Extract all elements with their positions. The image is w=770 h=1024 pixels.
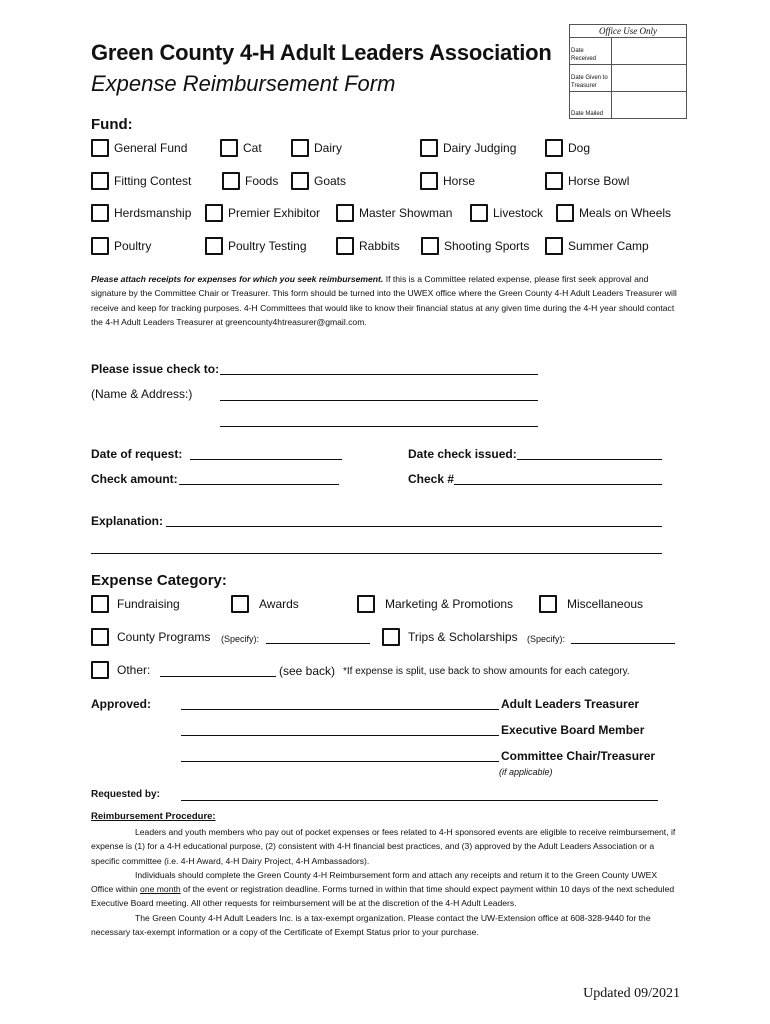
checkbox-square[interactable] [291,139,309,157]
expense-checkbox[interactable]: Awards [231,595,299,613]
expense-checkbox[interactable]: Marketing & Promotions [357,595,513,613]
fund-checkbox[interactable]: Dairy Judging [420,139,516,157]
checkbox-square[interactable] [421,237,439,255]
procedure-text [91,825,681,939]
if-applicable-note: (if applicable) [499,767,553,777]
checkbox-square[interactable] [91,628,109,646]
checkbox-square[interactable] [556,204,574,222]
specify-label: (Specify): [527,634,566,644]
checkbox-square[interactable] [545,139,563,157]
check-number-label: Check # [408,472,455,486]
date-check-issued-label: Date check issued: [408,447,517,461]
approval-line-board[interactable] [181,735,499,736]
date-mailed-label: Date Mailed [570,92,612,119]
checkbox-square[interactable] [231,595,249,613]
checkbox-square[interactable] [91,139,109,157]
role-committee-chair: Committee Chair/Treasurer [501,749,656,763]
expense-checkbox[interactable]: Miscellaneous [539,595,643,613]
date-mailed-field[interactable] [612,92,686,119]
date-of-request-line[interactable] [190,459,342,460]
expense-checkbox[interactable]: Fundraising [91,595,180,613]
see-back-label: (see back) [279,664,336,678]
instructions-paragraph: Please attach receipts for expenses for which you seek reimbursement. If this is a Committee related expense, please first seek approval and signature by the Committee Chair or Treasurer. This form should be turned into the UWEX office where the Green County 4-H Adult Leaders Treasurer will receive and keep for tracking purposes. 4-H Committees that would like to know their financial status at any given time during the 4-H year should contact the 4-H Adult Leaders Treasurer at greencounty4htreasurer@gmail.com. [91,274,677,327]
date-received-field[interactable] [612,38,686,64]
payee-line-2[interactable] [220,400,538,401]
checkbox-square[interactable] [382,628,400,646]
office-use-box [569,24,687,119]
checkbox-square[interactable] [357,595,375,613]
role-adult-leaders-treasurer: Adult Leaders Treasurer [501,697,640,711]
form-subtitle: Expense Reimbursement Form [91,71,396,96]
checkbox-square[interactable] [91,661,109,679]
fund-checkbox[interactable]: Horse Bowl [545,172,629,190]
county-programs-specify-line[interactable] [266,643,370,644]
approved-label: Approved: [91,697,151,711]
requested-by-label: Requested by: [91,789,160,800]
fund-heading: Fund: [91,116,133,133]
checkbox-square[interactable] [470,204,488,222]
approval-line-treasurer[interactable] [181,709,499,710]
split-note: *If expense is split, use back to show amounts for each category. [343,666,630,677]
trips-specify-line[interactable] [571,643,675,644]
fund-checkbox[interactable]: Poultry Testing [205,237,307,255]
explanation-label: Explanation: [91,514,164,528]
fund-checkbox[interactable]: Poultry [91,237,151,255]
fund-checkbox[interactable]: Premier Exhibitor [205,204,320,222]
form-title: Green County 4-H Adult Leaders Association [91,40,552,65]
procedure-heading: Reimbursement Procedure: [91,811,216,822]
checkbox-square[interactable] [336,204,354,222]
check-amount-line[interactable] [179,484,339,485]
approval-line-committee[interactable] [181,761,499,762]
fund-checkbox[interactable]: Foods [222,172,278,190]
explanation-line-2[interactable] [91,553,662,554]
fund-checkbox[interactable]: Cat [220,139,262,157]
date-given-field[interactable] [612,65,686,91]
checkbox-square[interactable] [91,204,109,222]
date-check-issued-line[interactable] [517,459,662,460]
checkbox-square[interactable] [545,172,563,190]
procedure-paragraph-3: The Green County 4-H Adult Leaders Inc. is a tax-exempt organization. Please contact the UW-Extension office at 608-328-9440 for the necessary tax-exempt information or a copy of the Certificate of Exempt Status prior to your purchase. [91,912,651,938]
expense-category-heading: Expense Category: [91,572,227,589]
fund-checkbox[interactable]: Dairy [291,139,342,157]
fund-checkbox[interactable]: Shooting Sports [421,237,529,255]
issue-check-label: Please issue check to: [91,362,220,376]
requested-by-line[interactable] [181,800,658,801]
fund-checkbox[interactable]: Master Showman [336,204,452,222]
fund-checkbox[interactable]: Herdsmanship [91,204,191,222]
checkbox-square[interactable] [539,595,557,613]
fund-checkbox[interactable]: Goats [291,172,346,190]
expense-checkbox[interactable]: Trips & Scholarships [382,628,518,646]
date-of-request-label: Date of request: [91,447,183,461]
date-given-label: Date Given to Treasurer [570,65,612,91]
checkbox-square[interactable] [545,237,563,255]
checkbox-square[interactable] [91,237,109,255]
checkbox-square[interactable] [91,172,109,190]
expense-checkbox[interactable]: Other: [91,661,150,679]
checkbox-square[interactable] [91,595,109,613]
other-line[interactable] [160,676,276,677]
checkbox-square[interactable] [220,139,238,157]
date-received-label: Date Received [570,38,612,64]
checkbox-square[interactable] [291,172,309,190]
specify-label: (Specify): [221,634,260,644]
check-amount-label: Check amount: [91,472,178,486]
checkbox-square[interactable] [420,139,438,157]
checkbox-square[interactable] [420,172,438,190]
explanation-line-1[interactable] [166,526,662,527]
fund-checkbox[interactable]: Summer Camp [545,237,649,255]
fund-checkbox[interactable]: Fitting Contest [91,172,191,190]
fund-checkbox[interactable]: General Fund [91,139,187,157]
fund-checkbox[interactable]: Meals on Wheels [556,204,671,222]
procedure-paragraph-1: Leaders and youth members who pay out of pocket expenses or fees related to 4-H sponsored events are eligible to receive reimbursement, if expense is (1) for a 4-H educational purpose, (2) consistent with 4-H financial best practices, and (3) approved by the Adult Leaders Association or a specific committee (i.e. 4-H Award, 4-H Dairy Project, 4-H Ambassadors). [91,827,676,866]
updated-date: Updated 09/2021 [583,986,680,1001]
fund-checkbox[interactable]: Rabbits [336,237,400,255]
checkbox-square[interactable] [222,172,240,190]
fund-checkbox[interactable]: Horse [420,172,475,190]
expense-checkbox[interactable]: County Programs [91,628,210,646]
fund-checkbox[interactable]: Dog [545,139,590,157]
office-use-heading: Office Use Only [570,25,686,38]
role-executive-board-member: Executive Board Member [501,723,645,737]
payee-line-1[interactable] [220,374,538,375]
checkbox-square[interactable] [205,204,223,222]
check-number-line[interactable] [454,484,662,485]
payee-line-3[interactable] [220,426,538,427]
fund-checkbox[interactable]: Livestock [470,204,543,222]
checkbox-square[interactable] [205,237,223,255]
checkbox-square[interactable] [336,237,354,255]
procedure-paragraph-2: Individuals should complete the Green County 4-H Reimbursement form and attach any receipts and return it to the Green County UWEX Office within one month of the event or registration deadline. Forms turned in within that time should expect payment within 10 days of the next scheduled Executive Board meeting. All other requests for reimbursement will be at the discretion of the 4-H Adult Leaders. [91,869,675,909]
name-address-label: (Name & Address:) [91,387,193,401]
